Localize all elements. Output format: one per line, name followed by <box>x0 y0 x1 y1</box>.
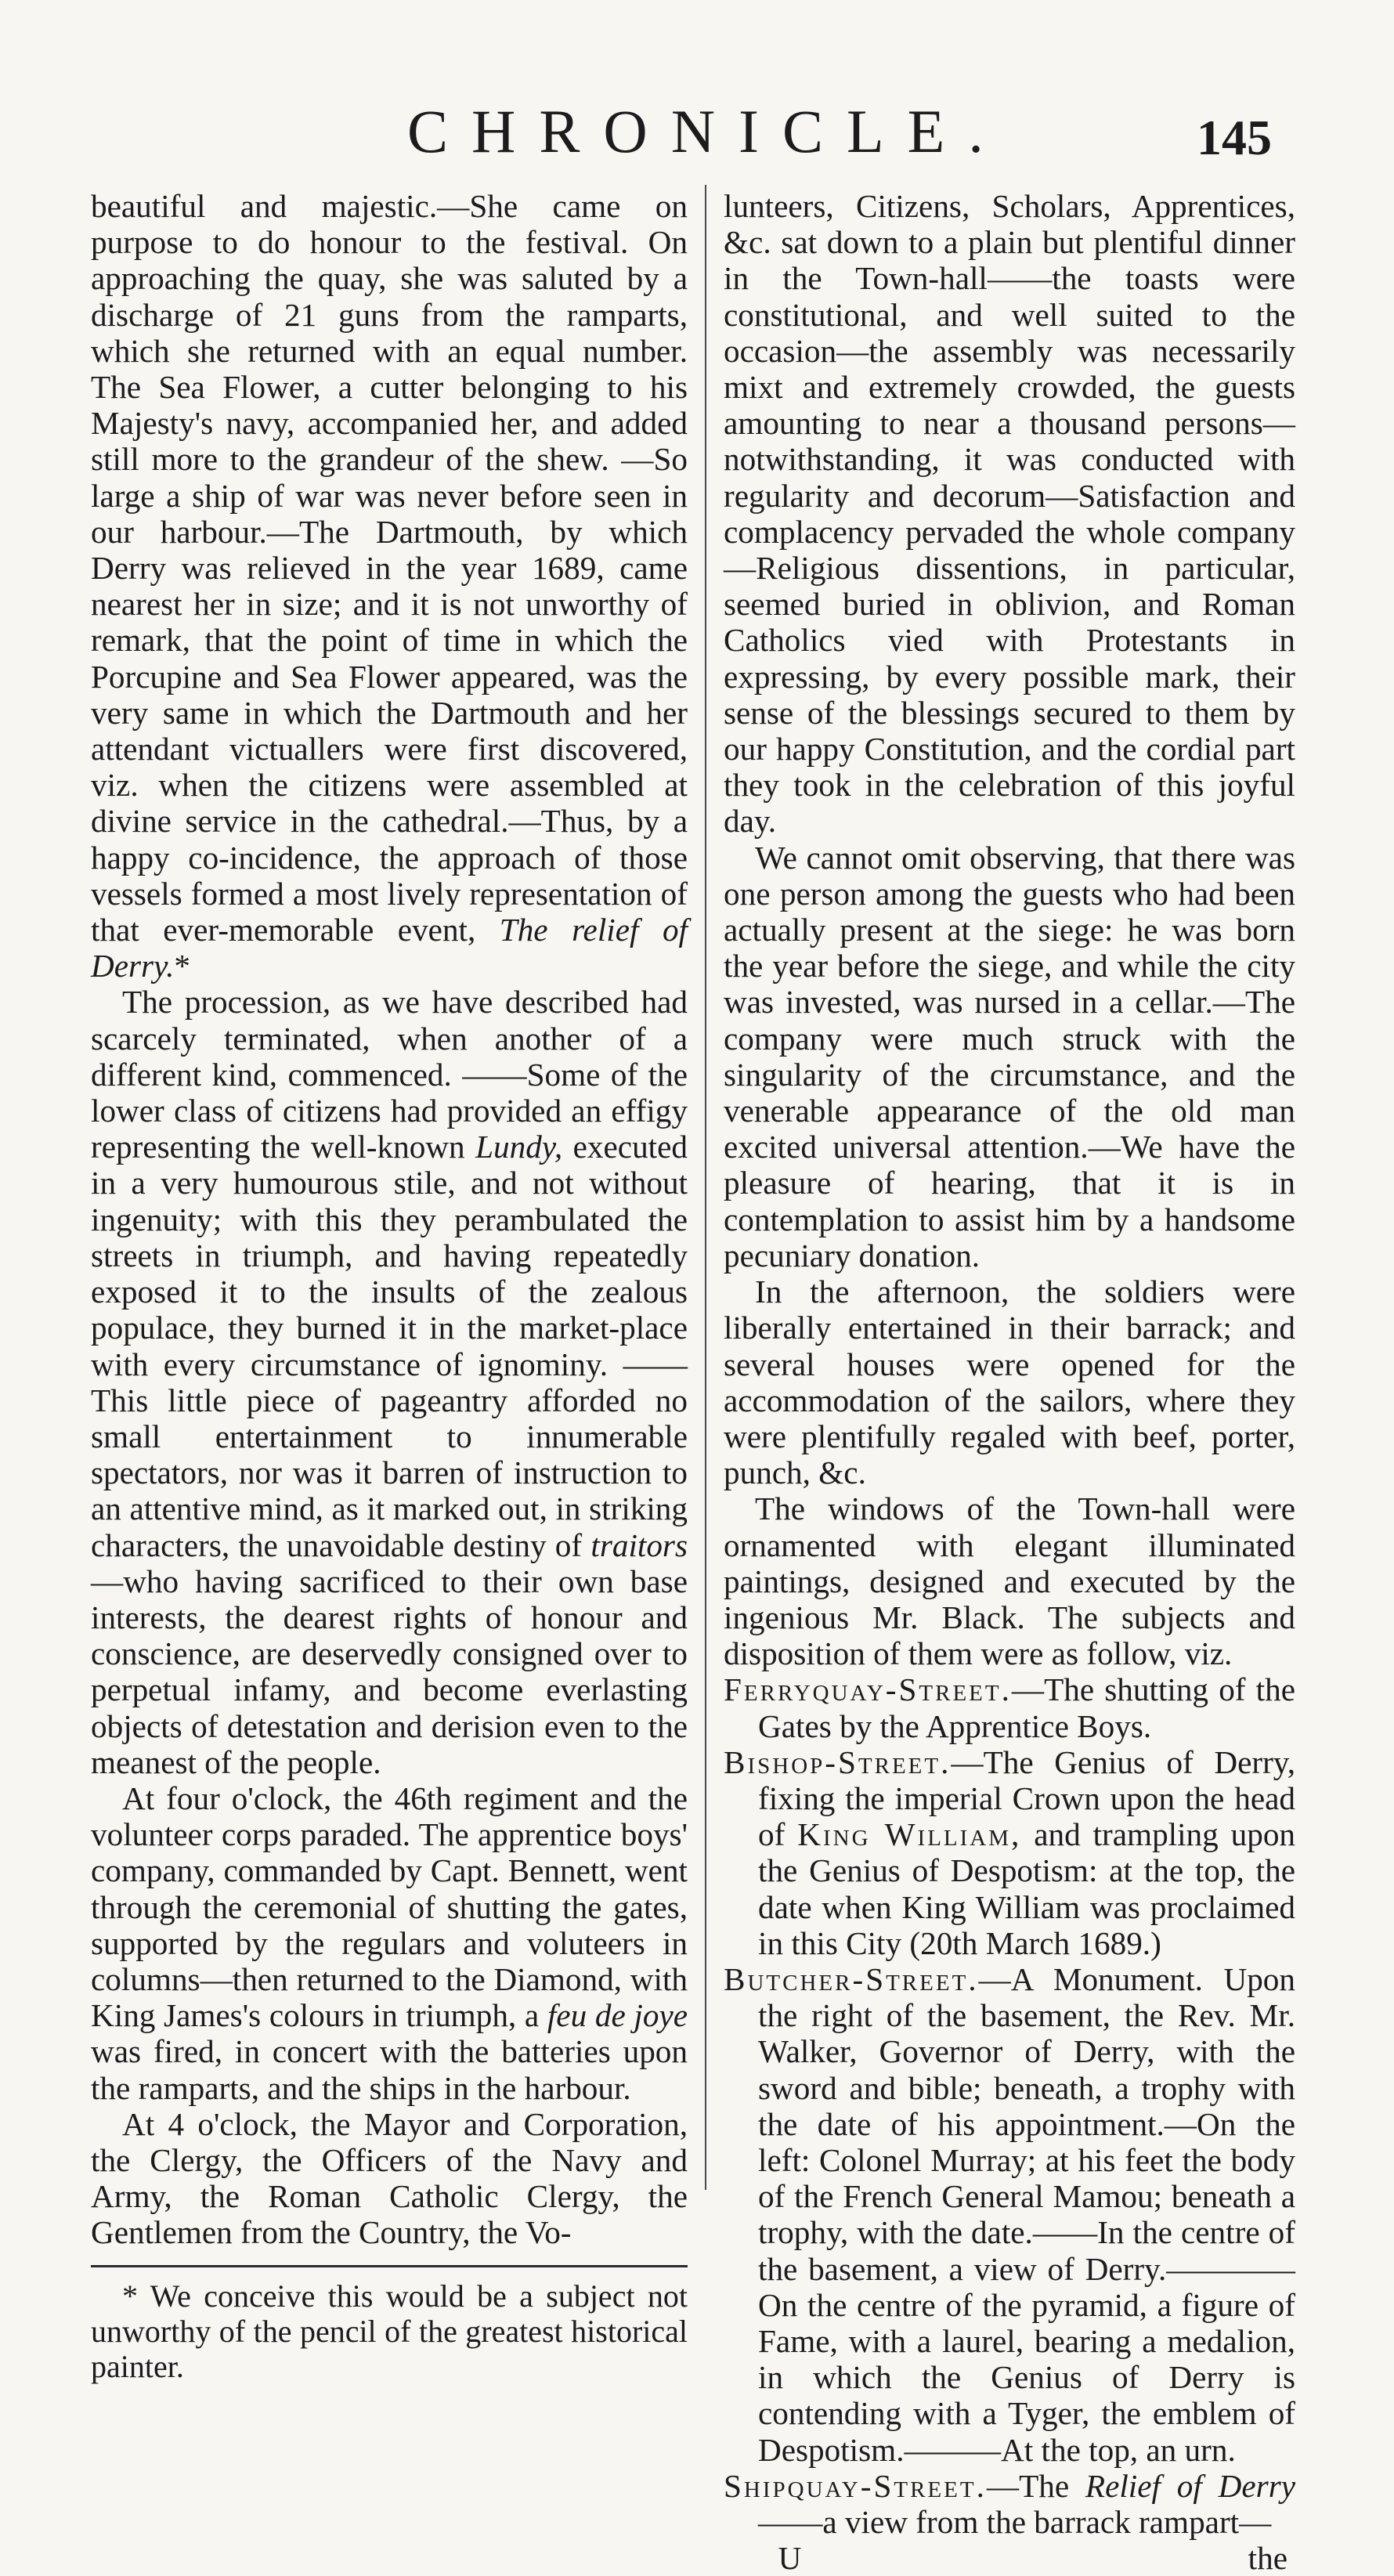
paragraph-dinner-cont: lunteers, Citizens, Scholars, Apprentices, &c. sat down to a plain but plentiful dinner in the Town-hall——the toasts were constitutional, and well suited to the occasion—the assembly was necessarily mixt and extremely crowded, the guests amounting to near a thousand persons—notwithstanding, it was conducted with regularity and decorum—Satisfaction and complacency pervaded the whole company—Religious dissentions, in particular, seemed buried in oblivion, and Roman Catholics vied with Protestants in expressing, by every possible mark, their sense of the blessings secured to them by our happy Constitution, and the cordial part they took in the celebration of this joyful day. <box>724 188 1295 840</box>
relief-of-derry-italic: The relief of Derry. <box>91 912 688 985</box>
entry-butcher <box>724 1961 1295 2468</box>
entry-shipquay <box>724 2468 1295 2540</box>
shipquay-label: Shipquay-Street. <box>724 2467 987 2504</box>
footnote: * We conceive this would be a subject not unworthy of the pencil of the greatest historical painter. <box>91 2278 688 2384</box>
paragraph-parade <box>91 1780 688 2106</box>
shipquay-text-b: ——a view from the barrack rampart— <box>758 2504 1272 2540</box>
effigy-text-b: executed in a very humourous stile, and not without ingenuity; with this they perambulated the streets in triumph, and having repeatedly exposed it to the insults of the zealous populace, they burned it in the market-place with every circumstance of ignominy. ——This little piece of pageantry afforded no small entertainment to innumerable spectators, nor was it barren of instruction to an attentive mind, as it marked out, in striking characters, the unavoidable destiny of <box>91 1129 688 1563</box>
paragraph-windows: The windows of the Town-hall were ornamented with elegant illuminated paintings, designed and executed by the ingenious Mr. Black. The subjects and disposition of them were as follow, viz. <box>724 1490 1295 1672</box>
signature-and-catchword <box>724 2540 1295 2576</box>
parade-text-a: At four o'clock, the 46th regiment and the volunteer corps paraded. The apprentice boys' company, commanded by Capt. Bennett, went through the ceremonial of shutting the gates, supported by the regulars and voluteers in columns—then returned to the Diamond, with King James's colours in triumph, a <box>91 1779 688 2034</box>
paragraph-dinner-start: At 4 o'clock, the Mayor and Corporation, the Clergy, the Officers of the Navy and Army, the Roman Catholic Clergy, the Gentlemen from the Country, the Vo- <box>91 2105 688 2251</box>
effigy-text-a: The procession, as we have described had scarcely terminated, when another of a different kind, commenced. ——Some of the lower class of citizens had provided an effigy representing the well-known <box>91 984 688 1165</box>
signature-mark: U <box>778 2540 802 2576</box>
paragraph-old-man: We cannot omit observing, that there was one person among the guests who had been actually present at the siege: he was born the year before the siege, and while the city was invested, was nursed in a cellar.—The company were much struck with the singularity of the circumstance, and the venerable appearance of the old man excited universal attention.—We have the pleasure of hearing, that it is in contemplation to assist him by a handsome pecuniary donation. <box>724 839 1295 1274</box>
bishop-text-b: and trampling upon the Genius of Despotism: at the top, the date when King William was proclaimed in this City (20th March 1689.) <box>758 1816 1296 1961</box>
bishop-text-a: —The Genius of Derry, fixing the imperial Crown upon the head of <box>758 1743 1295 1853</box>
shipquay-text-a: —The <box>986 2467 1070 2504</box>
butcher-text: —A Monument. Upon the right of the basement, the Rev. Mr. Walker, Governor of Derry, with the sword and bible; beneath, a trophy with the date of his appointment.—On the left: Colonel Murray; at his feet the body of the French General Mamou; beneath a trophy, with the date.——In the centre of the basement, a view of Derry.————On the centre of the pyramid, a figure of Fame, with a laurel, bearing a medalion, in which the Genius of Derry is contending with a Tyger, the emblem of Despotism.———At the top, an urn. <box>758 1960 1295 2468</box>
footnote-mark: * <box>174 948 190 985</box>
paragraph-porcupine <box>91 188 688 984</box>
parade-text-b: was fired, in concert with the batteries upon the ramparts, and the ships in the harbour. <box>91 2033 688 2106</box>
ferryquay-label: Ferryquay-Street. <box>724 1671 1012 1708</box>
king-william-smallcaps: King William, <box>797 1816 1022 1853</box>
catchword: the <box>1248 2540 1287 2576</box>
traitors-italic: traitors <box>590 1526 688 1563</box>
lundy-italic: Lundy, <box>475 1129 563 1165</box>
page-number: 145 <box>1197 110 1272 165</box>
entry-bishop <box>724 1744 1295 1961</box>
column-divider <box>705 185 706 2190</box>
running-head <box>0 92 1394 171</box>
feu-de-joye-italic: feu de joye <box>547 1997 688 2034</box>
paragraph-effigy <box>91 984 688 1779</box>
porcupine-text: beautiful and majestic.—She came on purpose to do honour to the festival. On approaching the quay, she was saluted by a discharge of 21 guns from the ramparts, which she returned with an equal number. The Sea Flower, a cutter belonging to his Majesty's navy, accompanied her, and added still more to the grandeur of the shew. —So large a ship of war was never before seen in our harbour.—The Dartmouth, by which Derry was relieved in the year 1689, came nearest her in size; and it is not unworthy of remark, that the point of time in which the Porcupine and Sea Flower appeared, was the very same in which the Dartmouth and her attendant victuallers were first discovered, viz. when the citizens were assembled at divine service in the cathedral.—Thus, by a happy co-incidence, the approach of those vessels formed a most lively representation of that ever-memorable event, <box>91 188 688 948</box>
butcher-label: Butcher-Street. <box>724 1960 979 1997</box>
ferryquay-text: —The shutting of the Gates by the Apprentice Boys. <box>758 1671 1295 1744</box>
effigy-text-c: —who having sacrificed to their own base interests, the dearest rights of honour and conscience, are deservedly consigned over to perpetual infamy, and become everlasting objects of detestation and derision even to the meanest of the people. <box>91 1563 688 1780</box>
bishop-label: Bishop-Street. <box>724 1743 952 1780</box>
running-title: CHRONICLE. <box>407 97 1007 165</box>
relief-italic: Relief of Derry <box>1085 2467 1295 2504</box>
footnote-rule <box>91 2265 688 2267</box>
left-column <box>91 188 688 2384</box>
paragraph-soldiers: In the afternoon, the soldiers were liberally entertained in their barrack; and several houses were opened for the accommodation of the sailors, where they were plentifully regaled with beef, porter, punch, &c. <box>724 1274 1295 1491</box>
right-column <box>724 188 1295 2576</box>
entry-ferryquay <box>724 1671 1295 1743</box>
